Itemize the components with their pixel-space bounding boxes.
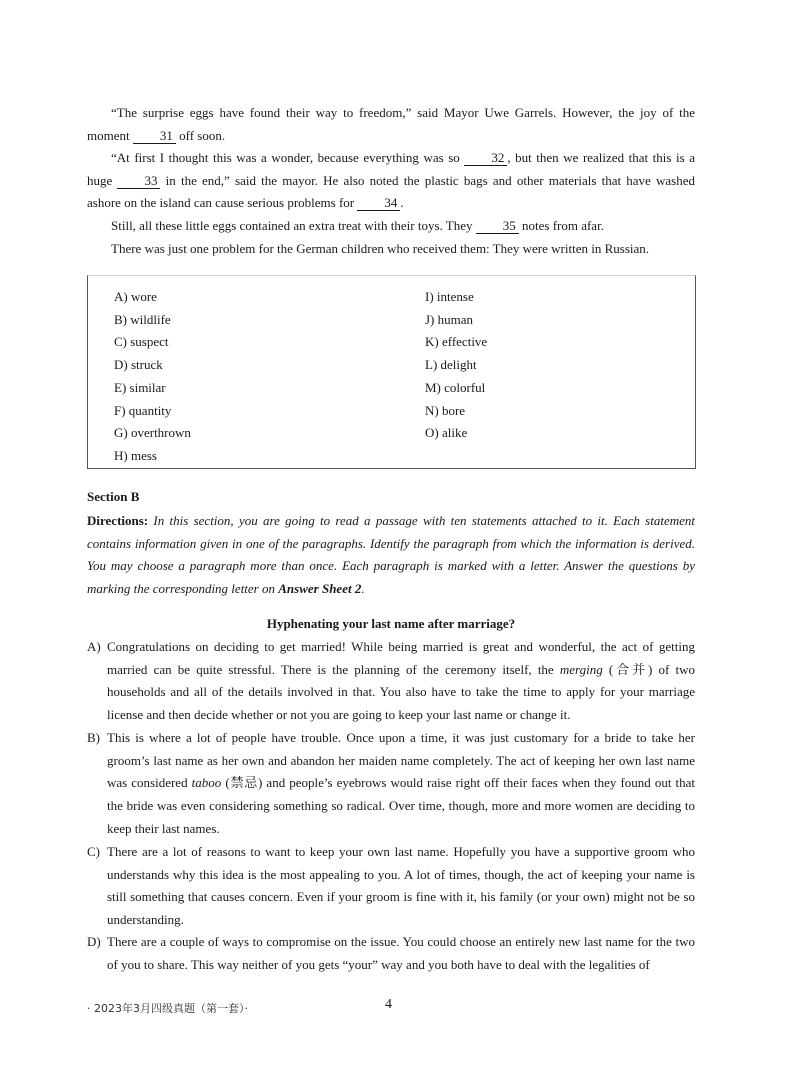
paragraph-text: Congratulations on deciding to get married! While being married is great and wonderful, the act of getting married can be quite stressful. There is the planning of the ceremony itself, the <box>107 639 695 677</box>
article-paragraph-d <box>87 931 695 976</box>
paragraph-letter: C) <box>87 844 100 859</box>
term-gloss: (合并) <box>602 661 653 677</box>
passage-paragraph-1 <box>87 102 695 147</box>
paragraph-letter: D) <box>87 934 101 949</box>
option-j[interactable]: J) human <box>425 311 474 327</box>
section-b-heading: Section B <box>87 489 140 504</box>
article-paragraph-b <box>87 727 695 841</box>
directions-text: In this section, you are going to read a passage with ten statements attached to it. Each statement contains information given in one of the paragraphs. Identify the paragraph from which the information is derived. You may choose a paragraph more than once. Each paragraph is marked with a letter. Answer the questions by marking the corresponding letter on <box>87 513 695 597</box>
option-g[interactable]: G) overthrown <box>114 425 191 441</box>
option-f[interactable]: F) quantity <box>114 402 172 418</box>
footer-exam-label: · 2023年3月四级真题（第一套）· <box>87 1002 248 1015</box>
passage-text: notes from afar. <box>518 218 604 233</box>
blank-35[interactable]: 35 <box>476 219 519 234</box>
passage-paragraph-2 <box>87 147 695 215</box>
article-paragraph-c <box>87 841 695 932</box>
term-merging: merging <box>559 661 603 677</box>
paragraph-text: and people’s eyebrows would raise right off their faces when they found out that the bride was even considering something so radical. Over time, though, more and more women are deciding to keep their last names. <box>107 775 695 836</box>
article-paragraph-a <box>87 636 695 727</box>
option-o[interactable]: O) alike <box>425 425 468 441</box>
option-a[interactable]: A) wore <box>114 289 157 304</box>
passage-paragraph-3 <box>87 215 695 238</box>
option-c[interactable]: C) suspect <box>114 334 169 350</box>
passage-text: , but then we realized that this is a huge <box>87 150 695 188</box>
blank-31[interactable]: 31 <box>133 129 176 144</box>
option-d[interactable]: D) struck <box>114 357 163 373</box>
paragraph-letter: A) <box>87 639 101 654</box>
word-bank-right-column <box>425 286 685 445</box>
article-title: Hyphenating your last name after marriage? <box>266 616 516 631</box>
section-b-directions <box>87 510 695 601</box>
paragraph-text: This is where a lot of people have trouble. Once upon a time, it was just customary for a bride to take her groom’s last name as her own and abandon her maiden name completely. The act of keeping her own last name was considered <box>107 730 695 791</box>
page-number: 4 <box>385 997 392 1012</box>
passage-text: “At first I thought this was a wonder, because everything was so <box>111 150 465 165</box>
option-i[interactable]: I) intense <box>425 289 474 304</box>
option-k[interactable]: K) effective <box>425 334 488 350</box>
passage-paragraph-4: There was just one problem for the German children who received them: They were written in Russian. <box>111 241 650 256</box>
paragraph-text: of two households and all of the details involved in that. You also have to take the time to apply for your marriage license and then decide whether or not you are going to keep your last name or change it. <box>107 661 695 723</box>
option-l[interactable]: L) delight <box>425 357 477 373</box>
answer-sheet-label: Answer Sheet 2 <box>278 581 362 597</box>
passage-text: “The surprise eggs have found their way to freedom,” said Mayor Uwe Garrels. However, the joy of the moment <box>87 105 695 143</box>
directions-label: Directions: <box>87 513 149 528</box>
paragraph-letter: B) <box>87 730 100 745</box>
blank-33[interactable]: 33 <box>117 174 160 189</box>
paragraph-text: There are a lot of reasons to want to keep your own last name. Hopefully you have a supportive groom who understands why this idea is the most appealing to you. A lot of times, though, the act of keeping your name is still something that causes concern. Even if your groom is fine with it, his family (or your own) might not be so understanding. <box>107 844 695 928</box>
word-bank-left-column <box>114 286 374 468</box>
term-taboo: taboo <box>191 775 222 791</box>
option-n[interactable]: N) bore <box>425 402 466 418</box>
term-gloss: (禁忌) <box>221 775 263 791</box>
option-h[interactable]: H) mess <box>114 447 157 463</box>
passage-text: off soon. <box>175 127 226 143</box>
word-bank <box>87 275 696 469</box>
paragraph-text: There are a couple of ways to compromise on the issue. You could choose an entirely new last name for the two of you to share. This way neither of you gets “your” way and you both have to deal with the legalities of <box>107 934 695 972</box>
blank-32[interactable]: 32 <box>464 151 507 166</box>
directions-end: . <box>361 581 365 597</box>
option-e[interactable]: E) similar <box>114 379 166 395</box>
passage-text: Still, all these little eggs contained an extra treat with their toys. They <box>111 218 476 233</box>
option-b[interactable]: B) wildlife <box>114 311 171 327</box>
passage-text: . <box>400 195 404 210</box>
passage-text: in the end,” said the mayor. He also noted the plastic bags and other materials that have washed ashore on the island can cause serious problems for <box>87 172 695 210</box>
option-m[interactable]: M) colorful <box>425 379 486 395</box>
blank-34[interactable]: 34 <box>357 196 400 211</box>
